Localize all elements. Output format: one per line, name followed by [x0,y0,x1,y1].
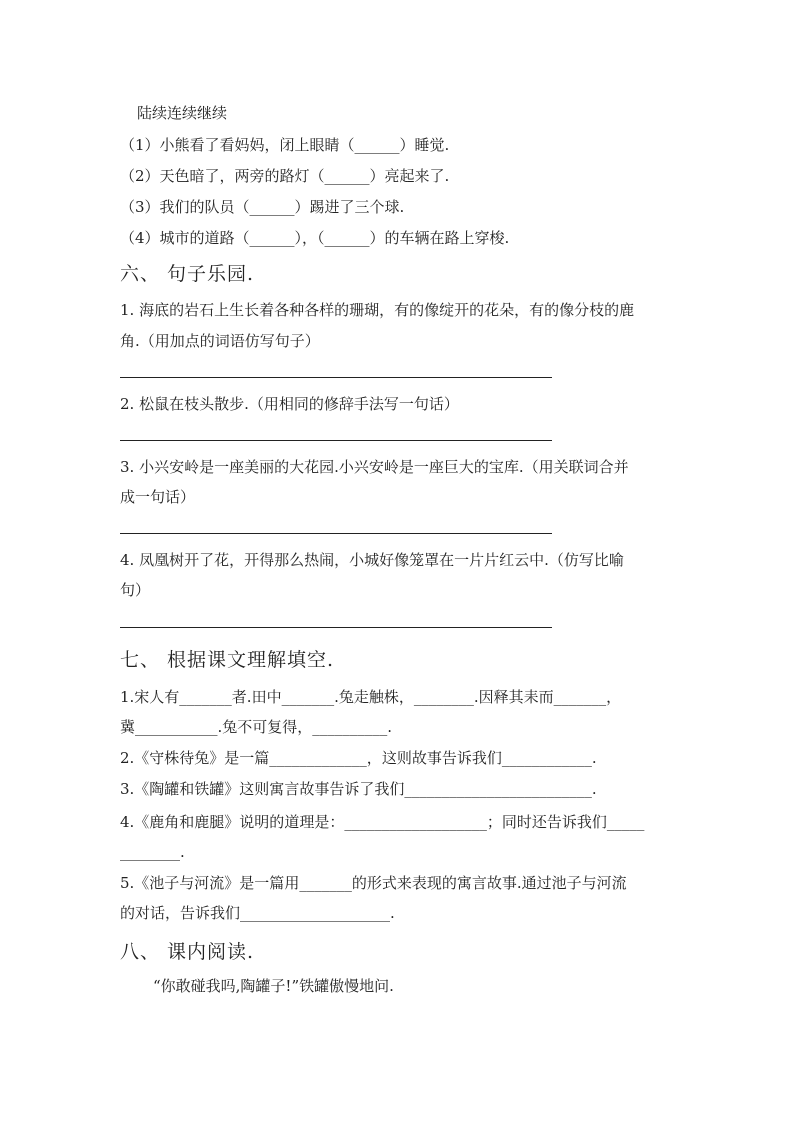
s7-q3: 3.《陶罐和铁罐》这则寓言故事告诉了我们_________________________. [120,780,597,798]
fill-word-item-1: （1）小熊看了看妈妈，闭上眼睛（______）睡觉. [120,136,450,154]
s7-q2: 2.《守株待兔》是一篇_____________，这则故事告诉我们____________. [120,749,597,767]
section-8-title: 八、 课内阅读. [120,941,255,963]
s6-q4-line2: 句） [120,581,151,599]
word-bank: 陆续连续继续 [137,104,228,122]
s7-q4-line1: 4.《鹿角和鹿腿》说明的道理是：___________________；同时还告诉我们_____ [120,813,645,831]
s6-q1-line1: 1. 海底的岩石上生长着各种各样的珊瑚，有的像绽开的花朵，有的像分枝的鹿 [120,301,635,319]
answer-line-2[interactable] [120,440,552,441]
s7-q4-line2: ________. [120,843,185,861]
reading-passage-line: “你敢碰我吗,陶罐子!”铁罐傲慢地问. [153,977,394,995]
section-6-title: 六、 句子乐园. [120,263,255,285]
s7-q5-line1: 5.《池子与河流》是一篇用_______的形式来表现的寓言故事.通过池子与河流 [120,874,627,892]
s7-q1-line2: 冀___________.兔不可复得，__________. [120,718,393,736]
fill-word-item-4: （4）城市的道路（______），（______）的车辆在路上穿梭. [120,229,510,247]
answer-line-1[interactable] [120,377,552,378]
answer-line-3[interactable] [120,533,552,534]
s6-q4-line1: 4. 凤凰树开了花，开得那么热闹，小城好像笼罩在一片片红云中.（仿写比喻 [120,551,624,569]
s7-q1-line1: 1.宋人有_______者.田中_______.兔走触株，________.因释其耒而_______， [120,688,622,706]
section-7-title: 七、 根据课文理解填空. [120,649,335,671]
s7-q5-line2: 的对话，告诉我们____________________. [120,904,395,922]
s6-q1-line2: 角.（用加点的词语仿写句子） [120,332,320,350]
answer-line-4[interactable] [120,627,552,628]
fill-word-item-3: （3）我们的队员（______）踢进了三个球. [120,198,405,216]
fill-word-item-2: （2）天色暗了，两旁的路灯（______）亮起来了. [120,167,450,185]
s6-q2: 2. 松鼠在枝头散步.（用相同的修辞手法写一句话） [120,395,459,413]
s6-q3-line1: 3. 小兴安岭是一座美丽的大花园.小兴安岭是一座巨大的宝库.（用关联词合并 [120,458,629,476]
s6-q3-line2: 成一句话） [120,488,196,506]
